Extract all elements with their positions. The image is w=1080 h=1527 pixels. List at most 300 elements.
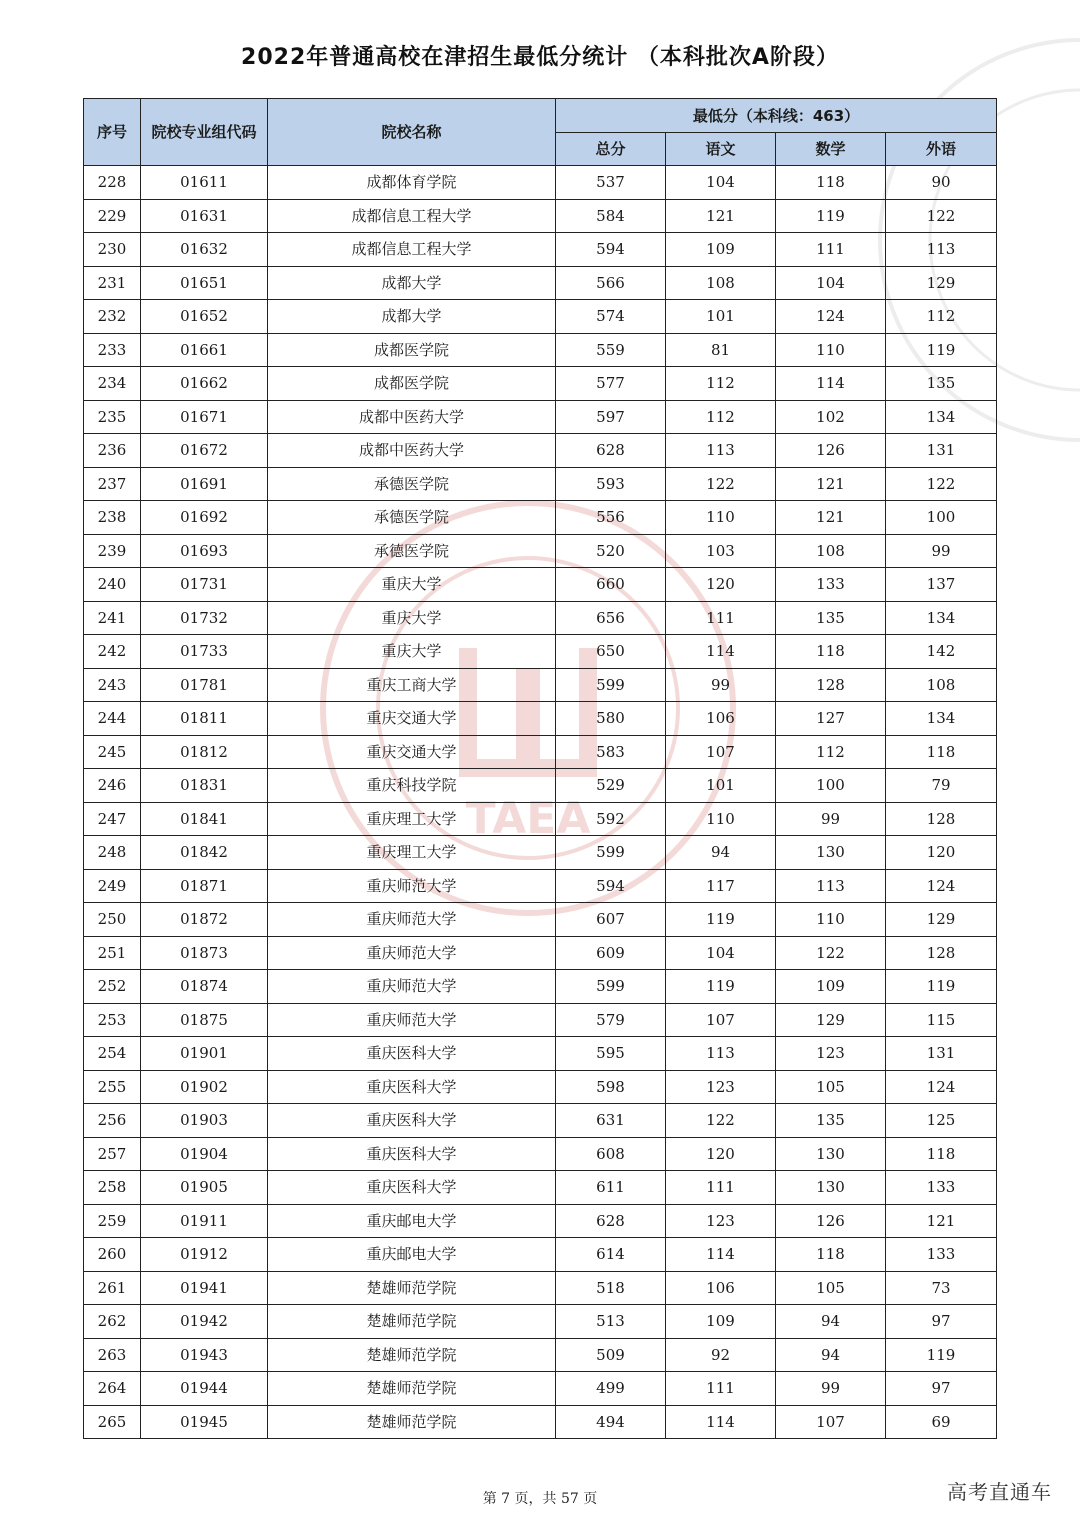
cell-seq: 265 (84, 1405, 141, 1439)
cell-total: 593 (556, 467, 666, 501)
cell-total: 566 (556, 266, 666, 300)
cell-group-code: 01652 (141, 300, 268, 334)
cell-chinese: 120 (666, 568, 776, 602)
table-row (84, 1238, 997, 1272)
cell-group-code: 01871 (141, 869, 268, 903)
cell-seq: 263 (84, 1338, 141, 1372)
cell-group-code: 01874 (141, 970, 268, 1004)
cell-school-name: 楚雄师范学院 (268, 1372, 556, 1406)
cell-seq: 260 (84, 1238, 141, 1272)
cell-foreign: 108 (886, 668, 997, 702)
table-row (84, 233, 997, 267)
cell-school-name: 重庆医科大学 (268, 1037, 556, 1071)
cell-total: 595 (556, 1037, 666, 1071)
cell-school-name: 重庆交通大学 (268, 735, 556, 769)
cell-seq: 237 (84, 467, 141, 501)
cell-school-name: 成都医学院 (268, 367, 556, 401)
cell-math: 99 (776, 1372, 886, 1406)
cell-total: 594 (556, 869, 666, 903)
cell-seq: 236 (84, 434, 141, 468)
table-row (84, 434, 997, 468)
cell-chinese: 106 (666, 1271, 776, 1305)
cell-chinese: 111 (666, 1171, 776, 1205)
cell-math: 112 (776, 735, 886, 769)
cell-seq: 229 (84, 199, 141, 233)
cell-total: 529 (556, 769, 666, 803)
cell-math: 108 (776, 534, 886, 568)
cell-group-code: 01811 (141, 702, 268, 736)
cell-group-code: 01831 (141, 769, 268, 803)
cell-group-code: 01632 (141, 233, 268, 267)
cell-chinese: 111 (666, 1372, 776, 1406)
cell-foreign: 134 (886, 601, 997, 635)
cell-seq: 261 (84, 1271, 141, 1305)
cell-group-code: 01781 (141, 668, 268, 702)
cell-school-name: 重庆师范大学 (268, 1003, 556, 1037)
cell-school-name: 楚雄师范学院 (268, 1338, 556, 1372)
cell-school-name: 成都大学 (268, 300, 556, 334)
cell-group-code: 01903 (141, 1104, 268, 1138)
cell-seq: 249 (84, 869, 141, 903)
cell-seq: 258 (84, 1171, 141, 1205)
cell-foreign: 142 (886, 635, 997, 669)
table-row (84, 970, 997, 1004)
cell-school-name: 重庆医科大学 (268, 1171, 556, 1205)
cell-group-code: 01905 (141, 1171, 268, 1205)
svg-text:TAEA: TAEA (465, 793, 591, 844)
cell-foreign: 124 (886, 869, 997, 903)
table-row (84, 300, 997, 334)
cell-chinese: 114 (666, 1405, 776, 1439)
cell-seq: 231 (84, 266, 141, 300)
cell-chinese: 120 (666, 1137, 776, 1171)
cell-school-name: 重庆工商大学 (268, 668, 556, 702)
cell-seq: 235 (84, 400, 141, 434)
cell-seq: 232 (84, 300, 141, 334)
cell-chinese: 108 (666, 266, 776, 300)
cell-seq: 253 (84, 1003, 141, 1037)
cell-math: 119 (776, 199, 886, 233)
cell-seq: 245 (84, 735, 141, 769)
cell-seq: 255 (84, 1070, 141, 1104)
cell-total: 609 (556, 936, 666, 970)
cell-math: 118 (776, 1238, 886, 1272)
cell-foreign: 134 (886, 702, 997, 736)
cell-math: 94 (776, 1338, 886, 1372)
cell-seq: 230 (84, 233, 141, 267)
cell-foreign: 100 (886, 501, 997, 535)
cell-foreign: 121 (886, 1204, 997, 1238)
table-row (84, 1171, 997, 1205)
cell-total: 599 (556, 970, 666, 1004)
cell-chinese: 121 (666, 199, 776, 233)
cell-chinese: 101 (666, 769, 776, 803)
cell-school-name: 楚雄师范学院 (268, 1271, 556, 1305)
cell-school-name: 重庆大学 (268, 568, 556, 602)
cell-group-code: 01943 (141, 1338, 268, 1372)
cell-foreign: 124 (886, 1070, 997, 1104)
cell-total: 608 (556, 1137, 666, 1171)
cell-chinese: 110 (666, 802, 776, 836)
cell-group-code: 01692 (141, 501, 268, 535)
cell-total: 628 (556, 1204, 666, 1238)
cell-foreign: 115 (886, 1003, 997, 1037)
table-row (84, 903, 997, 937)
cell-seq: 254 (84, 1037, 141, 1071)
header-seq: 序号 (84, 99, 141, 166)
cell-seq: 233 (84, 333, 141, 367)
cell-chinese: 109 (666, 1305, 776, 1339)
cell-foreign: 119 (886, 333, 997, 367)
cell-math: 123 (776, 1037, 886, 1071)
cell-seq: 228 (84, 166, 141, 200)
cell-foreign: 137 (886, 568, 997, 602)
header-group-code: 院校专业组代码 (141, 99, 268, 166)
cell-foreign: 125 (886, 1104, 997, 1138)
cell-school-name: 重庆邮电大学 (268, 1204, 556, 1238)
cell-math: 113 (776, 869, 886, 903)
cell-school-name: 重庆师范大学 (268, 903, 556, 937)
cell-total: 598 (556, 1070, 666, 1104)
cell-group-code: 01651 (141, 266, 268, 300)
cell-total: 494 (556, 1405, 666, 1439)
cell-chinese: 117 (666, 869, 776, 903)
cell-chinese: 101 (666, 300, 776, 334)
header-school-name: 院校名称 (268, 99, 556, 166)
cell-group-code: 01904 (141, 1137, 268, 1171)
cell-foreign: 113 (886, 233, 997, 267)
cell-school-name: 成都信息工程大学 (268, 199, 556, 233)
cell-school-name: 承德医学院 (268, 534, 556, 568)
cell-foreign: 118 (886, 735, 997, 769)
cell-math: 104 (776, 266, 886, 300)
cell-foreign: 122 (886, 199, 997, 233)
cell-school-name: 重庆医科大学 (268, 1137, 556, 1171)
cell-total: 583 (556, 735, 666, 769)
table-row (84, 635, 997, 669)
cell-foreign: 128 (886, 936, 997, 970)
cell-school-name: 重庆理工大学 (268, 836, 556, 870)
cell-math: 133 (776, 568, 886, 602)
table-row (84, 936, 997, 970)
cell-chinese: 119 (666, 903, 776, 937)
cell-foreign: 131 (886, 1037, 997, 1071)
cell-foreign: 129 (886, 266, 997, 300)
cell-math: 130 (776, 1137, 886, 1171)
cell-math: 124 (776, 300, 886, 334)
cell-chinese: 106 (666, 702, 776, 736)
table-row (84, 869, 997, 903)
cell-math: 110 (776, 903, 886, 937)
cell-foreign: 119 (886, 970, 997, 1004)
cell-group-code: 01671 (141, 400, 268, 434)
table-row (84, 1137, 997, 1171)
cell-foreign: 120 (886, 836, 997, 870)
table-row (84, 1305, 997, 1339)
cell-foreign: 128 (886, 802, 997, 836)
table-row (84, 769, 997, 803)
cell-math: 100 (776, 769, 886, 803)
table-row (84, 802, 997, 836)
table-row (84, 467, 997, 501)
cell-group-code: 01672 (141, 434, 268, 468)
cell-group-code: 01842 (141, 836, 268, 870)
header-foreign: 外语 (886, 133, 997, 166)
table-row (84, 1405, 997, 1439)
cell-foreign: 69 (886, 1405, 997, 1439)
cell-group-code: 01732 (141, 601, 268, 635)
cell-total: 592 (556, 802, 666, 836)
page-footer: 第 7 页，共 57 页 (482, 1491, 598, 1507)
header-chinese: 语文 (666, 133, 776, 166)
cell-school-name: 楚雄师范学院 (268, 1405, 556, 1439)
cell-school-name: 成都信息工程大学 (268, 233, 556, 267)
cell-total: 520 (556, 534, 666, 568)
table-row (84, 266, 997, 300)
cell-total: 537 (556, 166, 666, 200)
cell-seq: 248 (84, 836, 141, 870)
brand-label: 高考直通车 (947, 1480, 1052, 1504)
table-row (84, 501, 997, 535)
cell-school-name: 成都中医药大学 (268, 434, 556, 468)
cell-chinese: 123 (666, 1204, 776, 1238)
cell-group-code: 01661 (141, 333, 268, 367)
cell-chinese: 81 (666, 333, 776, 367)
cell-math: 126 (776, 434, 886, 468)
cell-total: 607 (556, 903, 666, 937)
cell-group-code: 01691 (141, 467, 268, 501)
cell-total: 599 (556, 668, 666, 702)
cell-school-name: 重庆大学 (268, 635, 556, 669)
cell-seq: 242 (84, 635, 141, 669)
cell-group-code: 01944 (141, 1372, 268, 1406)
table-row (84, 735, 997, 769)
header-math: 数学 (776, 133, 886, 166)
cell-chinese: 114 (666, 1238, 776, 1272)
table-row (84, 166, 997, 200)
cell-school-name: 成都体育学院 (268, 166, 556, 200)
cell-school-name: 成都医学院 (268, 333, 556, 367)
cell-math: 135 (776, 1104, 886, 1138)
cell-total: 594 (556, 233, 666, 267)
table-row (84, 1104, 997, 1138)
cell-foreign: 135 (886, 367, 997, 401)
cell-group-code: 01902 (141, 1070, 268, 1104)
table-row (84, 333, 997, 367)
cell-chinese: 104 (666, 166, 776, 200)
cell-math: 135 (776, 601, 886, 635)
table-row (84, 601, 997, 635)
cell-total: 597 (556, 400, 666, 434)
cell-chinese: 113 (666, 434, 776, 468)
cell-math: 109 (776, 970, 886, 1004)
table-row (84, 702, 997, 736)
cell-chinese: 122 (666, 467, 776, 501)
table-row (84, 836, 997, 870)
cell-chinese: 99 (666, 668, 776, 702)
table-row (84, 1271, 997, 1305)
cell-school-name: 成都中医药大学 (268, 400, 556, 434)
cell-chinese: 111 (666, 601, 776, 635)
cell-total: 518 (556, 1271, 666, 1305)
cell-math: 111 (776, 233, 886, 267)
table-row (84, 1037, 997, 1071)
cell-school-name: 重庆大学 (268, 601, 556, 635)
cell-math: 128 (776, 668, 886, 702)
cell-school-name: 重庆师范大学 (268, 970, 556, 1004)
cell-chinese: 107 (666, 1003, 776, 1037)
header-min-score: 最低分（本科线：463） (556, 99, 997, 133)
cell-math: 105 (776, 1070, 886, 1104)
cell-math: 102 (776, 400, 886, 434)
cell-math: 105 (776, 1271, 886, 1305)
cell-foreign: 97 (886, 1372, 997, 1406)
cell-foreign: 119 (886, 1338, 997, 1372)
cell-total: 614 (556, 1238, 666, 1272)
table-row (84, 1338, 997, 1372)
cell-foreign: 134 (886, 400, 997, 434)
cell-foreign: 73 (886, 1271, 997, 1305)
table-row (84, 1070, 997, 1104)
cell-chinese: 123 (666, 1070, 776, 1104)
cell-foreign: 133 (886, 1171, 997, 1205)
cell-math: 118 (776, 635, 886, 669)
cell-total: 580 (556, 702, 666, 736)
cell-seq: 241 (84, 601, 141, 635)
cell-school-name: 重庆理工大学 (268, 802, 556, 836)
cell-group-code: 01873 (141, 936, 268, 970)
cell-group-code: 01733 (141, 635, 268, 669)
cell-group-code: 01872 (141, 903, 268, 937)
cell-seq: 238 (84, 501, 141, 535)
table-row (84, 534, 997, 568)
table-row (84, 568, 997, 602)
cell-total: 599 (556, 836, 666, 870)
cell-total: 513 (556, 1305, 666, 1339)
cell-group-code: 01611 (141, 166, 268, 200)
cell-seq: 247 (84, 802, 141, 836)
table-row (84, 668, 997, 702)
cell-total: 577 (556, 367, 666, 401)
table-row (84, 400, 997, 434)
cell-total: 559 (556, 333, 666, 367)
cell-group-code: 01901 (141, 1037, 268, 1071)
cell-math: 114 (776, 367, 886, 401)
cell-seq: 239 (84, 534, 141, 568)
cell-seq: 234 (84, 367, 141, 401)
cell-school-name: 重庆邮电大学 (268, 1238, 556, 1272)
cell-seq: 251 (84, 936, 141, 970)
cell-math: 121 (776, 467, 886, 501)
cell-seq: 259 (84, 1204, 141, 1238)
cell-school-name: 重庆医科大学 (268, 1104, 556, 1138)
cell-seq: 246 (84, 769, 141, 803)
cell-school-name: 承德医学院 (268, 467, 556, 501)
cell-math: 99 (776, 802, 886, 836)
cell-math: 126 (776, 1204, 886, 1238)
cell-foreign: 99 (886, 534, 997, 568)
cell-foreign: 79 (886, 769, 997, 803)
cell-total: 611 (556, 1171, 666, 1205)
table-body (84, 166, 997, 1439)
cell-seq: 262 (84, 1305, 141, 1339)
cell-chinese: 110 (666, 501, 776, 535)
cell-school-name: 成都大学 (268, 266, 556, 300)
cell-chinese: 103 (666, 534, 776, 568)
score-table (83, 98, 997, 1439)
cell-chinese: 119 (666, 970, 776, 1004)
table-header (84, 99, 997, 166)
cell-total: 556 (556, 501, 666, 535)
table-row (84, 1003, 997, 1037)
cell-seq: 244 (84, 702, 141, 736)
cell-total: 584 (556, 199, 666, 233)
cell-group-code: 01942 (141, 1305, 268, 1339)
cell-seq: 252 (84, 970, 141, 1004)
cell-school-name: 重庆师范大学 (268, 869, 556, 903)
cell-seq: 256 (84, 1104, 141, 1138)
table-row (84, 1204, 997, 1238)
cell-total: 650 (556, 635, 666, 669)
cell-foreign: 112 (886, 300, 997, 334)
cell-total: 628 (556, 434, 666, 468)
cell-school-name: 重庆科技学院 (268, 769, 556, 803)
cell-chinese: 94 (666, 836, 776, 870)
cell-seq: 250 (84, 903, 141, 937)
cell-chinese: 113 (666, 1037, 776, 1071)
cell-school-name: 楚雄师范学院 (268, 1305, 556, 1339)
cell-math: 121 (776, 501, 886, 535)
cell-math: 107 (776, 1405, 886, 1439)
table-row (84, 199, 997, 233)
cell-math: 110 (776, 333, 886, 367)
cell-group-code: 01875 (141, 1003, 268, 1037)
cell-group-code: 01631 (141, 199, 268, 233)
cell-group-code: 01945 (141, 1405, 268, 1439)
cell-chinese: 112 (666, 400, 776, 434)
cell-school-name: 承德医学院 (268, 501, 556, 535)
cell-group-code: 01693 (141, 534, 268, 568)
cell-math: 130 (776, 1171, 886, 1205)
header-total: 总分 (556, 133, 666, 166)
cell-math: 127 (776, 702, 886, 736)
table-row (84, 1372, 997, 1406)
page-title: 2022年普通高校在津招生最低分统计 （本科批次A阶段） (241, 45, 839, 70)
cell-group-code: 01662 (141, 367, 268, 401)
cell-math: 94 (776, 1305, 886, 1339)
cell-foreign: 131 (886, 434, 997, 468)
cell-chinese: 122 (666, 1104, 776, 1138)
cell-chinese: 92 (666, 1338, 776, 1372)
cell-total: 499 (556, 1372, 666, 1406)
cell-school-name: 重庆师范大学 (268, 936, 556, 970)
cell-seq: 243 (84, 668, 141, 702)
cell-group-code: 01941 (141, 1271, 268, 1305)
cell-total: 579 (556, 1003, 666, 1037)
cell-math: 122 (776, 936, 886, 970)
cell-group-code: 01731 (141, 568, 268, 602)
cell-foreign: 118 (886, 1137, 997, 1171)
cell-math: 129 (776, 1003, 886, 1037)
cell-seq: 257 (84, 1137, 141, 1171)
cell-math: 130 (776, 836, 886, 870)
cell-total: 509 (556, 1338, 666, 1372)
cell-chinese: 107 (666, 735, 776, 769)
cell-total: 656 (556, 601, 666, 635)
cell-school-name: 重庆交通大学 (268, 702, 556, 736)
cell-chinese: 104 (666, 936, 776, 970)
cell-chinese: 109 (666, 233, 776, 267)
